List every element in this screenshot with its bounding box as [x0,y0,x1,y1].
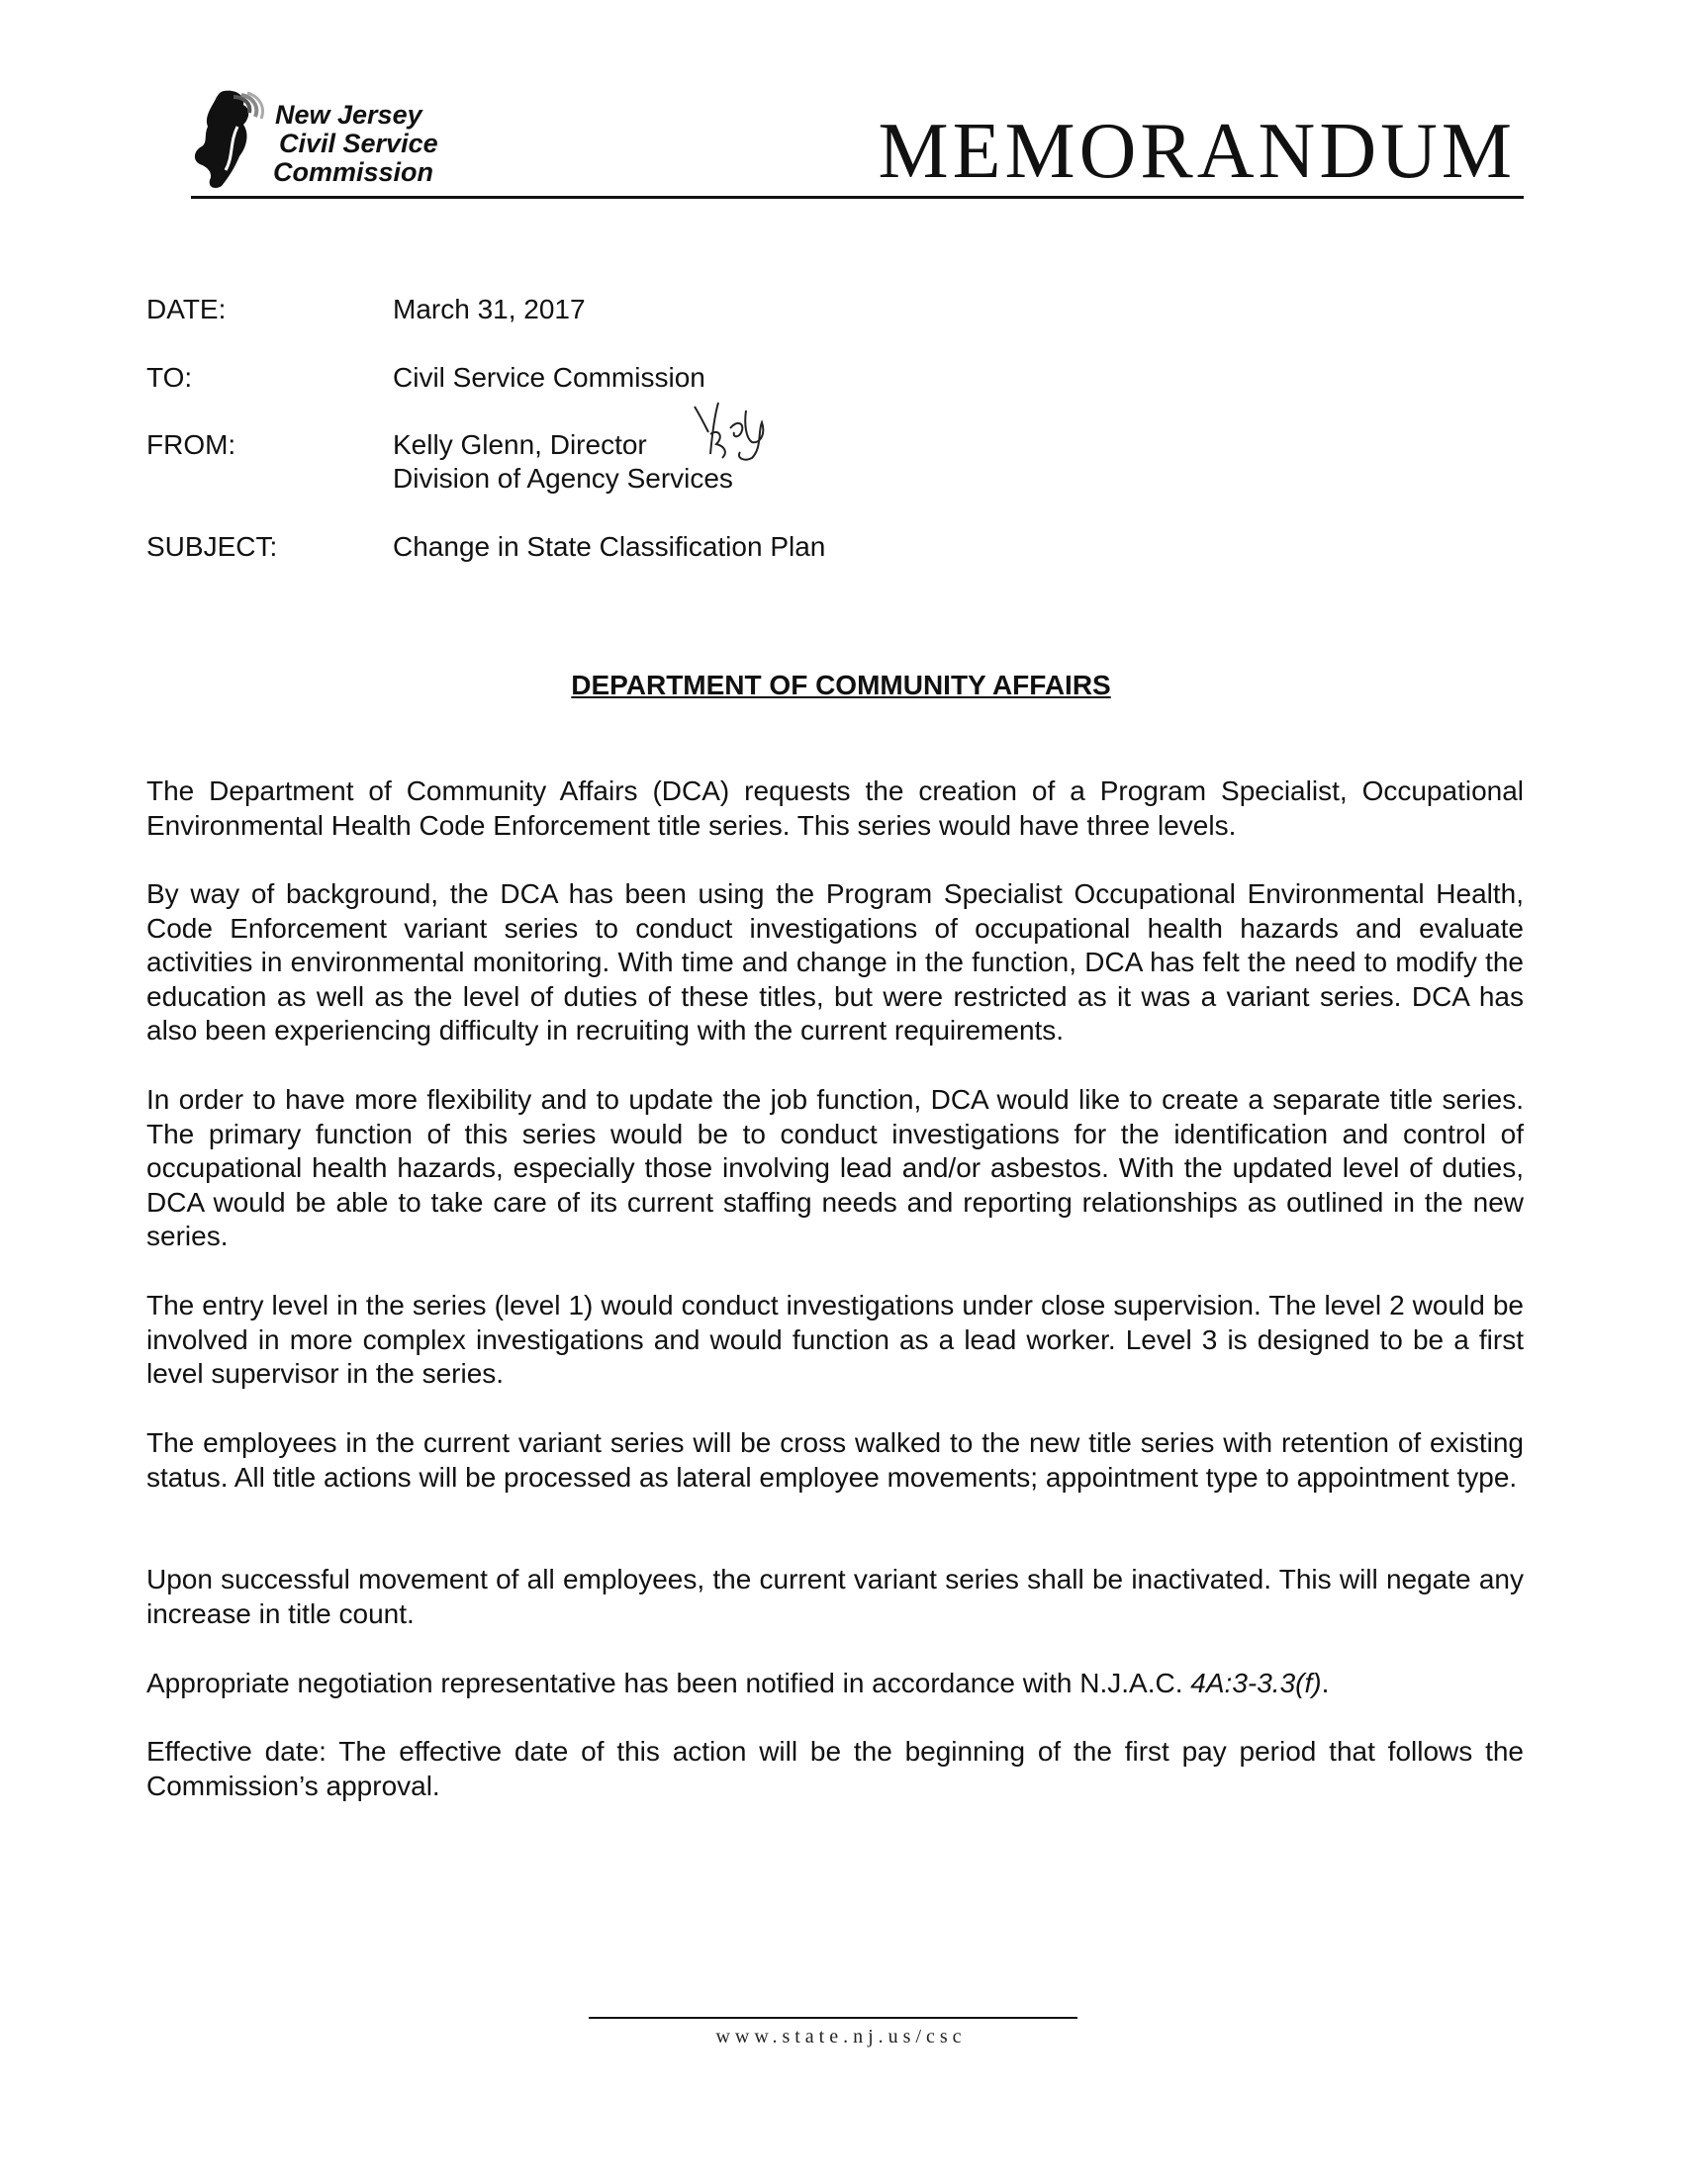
to-label: TO: [146,362,193,393]
from-label: FROM: [146,429,236,460]
njac-citation: 4A:3-3.3(f) [1190,1668,1322,1698]
paragraph-text [146,1667,1524,1701]
paragraph-text: Effective date: The effective date of this action will be the beginning of the first pay period that follows the Commission’s approval. [146,1736,1524,1801]
footer-website: www.state.nj.us/csc [715,2026,967,2048]
negotiation-text: Appropriate negotiation representative has been notified in accordance with N.J.A.C. [146,1668,1191,1698]
paragraph-text: In order to have more flexibility and to update the job function, DCA would like to create a separate title series. The primary function of this series would be to conduct investigations for the identification and control of occupational health hazards, especially those involving lead and/or asbestos. With the updated level of duties, DCA would be able to take care of its current staffing needs and reporting relationships as outlined in the new series. [146,1084,1524,1252]
handwritten-initials-signature [689,399,770,464]
negotiation-period: . [1321,1668,1330,1698]
new-jersey-state-silhouette-icon [186,87,275,196]
paragraph-text: The Department of Community Affairs (DCA) requests the creation of a Program Specialist, Occupational Environmental Health Code Enforcement title series. This series would have three levels. [146,775,1524,841]
date-value: March 31, 2017 [393,294,586,324]
nj-civil-service-logo [186,81,483,198]
paragraph-negotiation [146,1667,1524,1701]
header-divider [191,196,1524,199]
subject-label: SUBJECT: [146,531,278,562]
paragraph-text: Upon successful movement of all employees, the current variant series shall be inactivated. This will negate any increase in title count. [146,1564,1524,1629]
paragraph-background [146,877,1524,1048]
logo-line-3: Commission [273,157,434,187]
memorandum-title: MEMORANDUM [878,108,1516,195]
paragraph-crosswalk [146,1426,1524,1495]
logo-line-2: Civil Service [279,129,438,158]
paragraph-text: The employees in the current variant series will be cross walked to the new title series with retention of existing status. All title actions will be processed as lateral employee movements; appointment type to appointment type. [146,1427,1524,1493]
department-heading: DEPARTMENT OF COMMUNITY AFFAIRS [571,670,1111,700]
paragraph-effective-date [146,1735,1524,1803]
from-value-name: Kelly Glenn, Director [393,429,647,460]
logo-wordmark [275,101,438,187]
paragraph-text: By way of background, the DCA has been using the Program Specialist Occupational Environmental Health, Code Enforcement variant series to conduct investigations of occupational health hazards and evaluate activities in environmental monitoring. With time and change in the function, DCA has felt the need to modify the education as well as the level of duties of these titles, but were restricted as it was a variant series. DCA has also been experiencing difficulty in recruiting with the current requirements. [146,878,1524,1046]
logo-line-1: New Jersey [275,100,422,130]
to-value: Civil Service Commission [393,362,705,393]
paragraph-text: The entry level in the series (level 1) would conduct investigations under close supervision. The level 2 would be involved in more complex investigations and would function as a lead worker. Level 3 is designed to be a first level supervisor in the series. [146,1290,1524,1390]
paragraph-request [146,774,1524,843]
footer-divider [589,2017,1077,2019]
paragraph-levels [146,1289,1524,1392]
paragraph-flexibility [146,1083,1524,1254]
subject-value: Change in State Classification Plan [393,531,826,562]
from-value-division: Division of Agency Services [393,463,733,494]
paragraph-inactivation [146,1563,1524,1631]
date-label: DATE: [146,294,227,324]
